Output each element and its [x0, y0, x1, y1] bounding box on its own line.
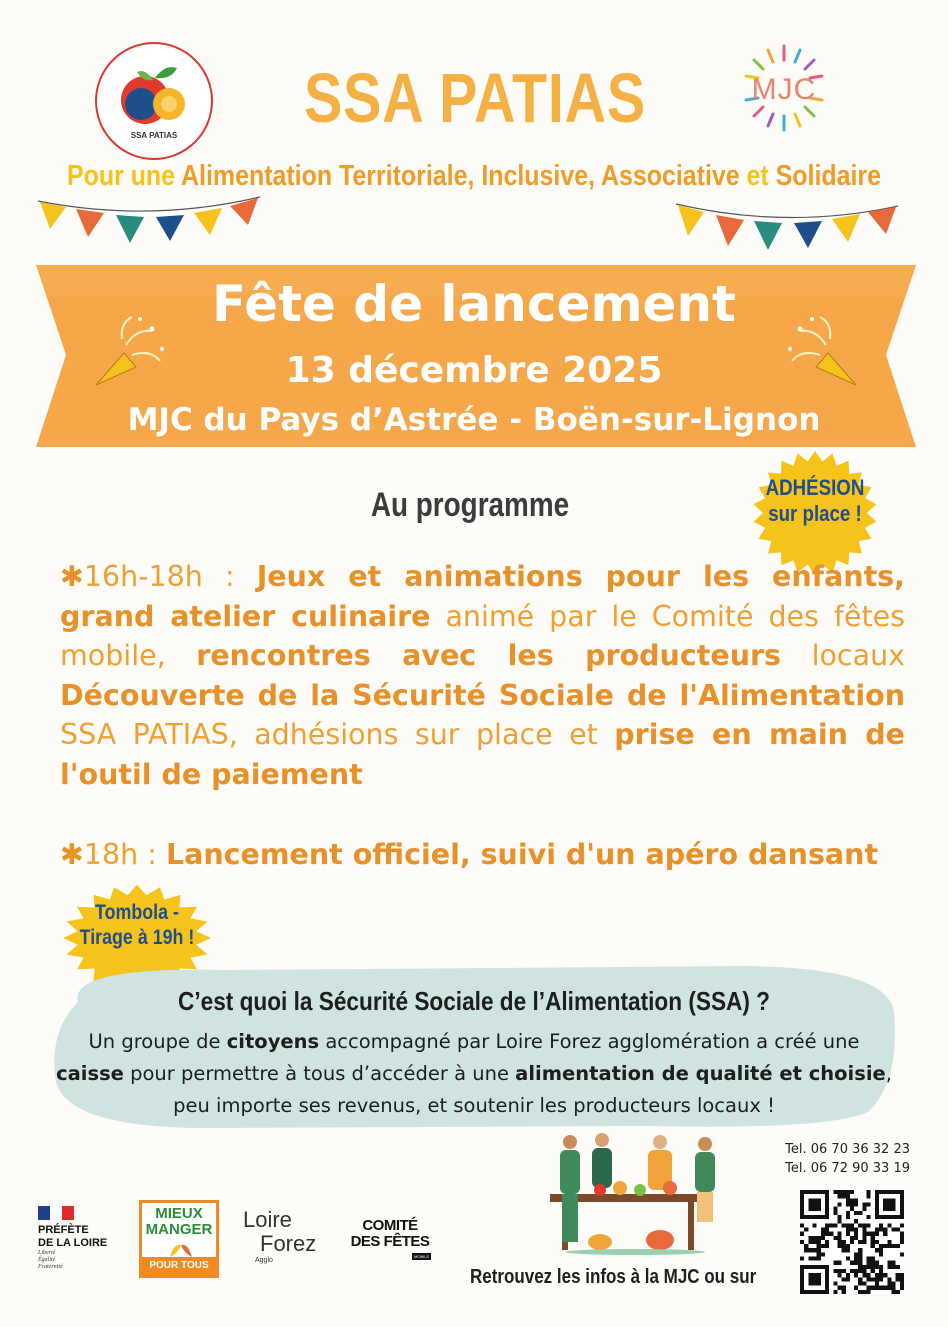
ssa-text: accompagné par Loire Forez agglomération a créé une [319, 1030, 860, 1053]
badge-line: ADHÉSION [765, 475, 865, 500]
mjc-logo [738, 40, 830, 136]
phone-number-2: Tel. 06 72 90 33 19 [785, 1161, 910, 1176]
mmpt-line: POUR TOUS [142, 1257, 216, 1275]
comite-des-fetes-logo [342, 1215, 438, 1265]
event-date: 13 décembre 2025 [285, 350, 663, 391]
program-text-bold: Lancement officiel, suivi d'un apéro dansant [165, 838, 879, 871]
loire-text: Loire [243, 1207, 292, 1232]
market-illustration-icon [540, 1132, 740, 1257]
program-text-bold: prise en main de l'outil de paiement [60, 718, 905, 791]
program-time: 18h : [83, 838, 166, 871]
mieux-manger-pour-tous-logo [139, 1200, 219, 1278]
qr-code-icon[interactable] [800, 1190, 904, 1294]
bunting-left-icon [38, 195, 263, 255]
ssa-text: pour permettre à tous d’accéder à une [123, 1062, 516, 1085]
program-text: animé par le Comité des fêtes mobile, [60, 599, 905, 672]
mmpt-line: MANGER [145, 1221, 213, 1238]
asterisk-icon: ✱ [60, 560, 84, 593]
loire-forez-logo [238, 1205, 333, 1270]
mmpt-line: MIEUX [155, 1205, 203, 1222]
prefete-line: DE LA LOIRE [38, 1237, 108, 1249]
event-location: MJC du Pays d’Astrée - Boën-sur-Lignon [127, 402, 821, 438]
comite-line: COMITÉ [362, 1217, 418, 1234]
comite-line: DES FÊTES [350, 1233, 430, 1250]
program-time: 16h-18h : [83, 560, 257, 593]
ssa-heading: C’est quoi la Sécurité Sociale de l’Alimentation (SSA) ? [177, 986, 771, 1016]
comite-line: MOBILE [414, 1254, 430, 1259]
subtitle-part [332, 160, 339, 192]
program-text: SSA PATIAS, adhésions sur place et [60, 718, 615, 751]
asterisk-icon: ✱ [60, 838, 84, 871]
forez-text: Forez [260, 1231, 317, 1256]
program-text: locaux [781, 639, 905, 672]
prefete-line: PRÉFÈTE [38, 1224, 89, 1236]
motto-line: Fraternité [38, 1264, 63, 1270]
program-heading: Au programme [370, 486, 570, 524]
subtitle-word: Alimentation [181, 160, 333, 192]
subtitle-word: Inclusive, [481, 160, 595, 192]
tombola-badge [73, 900, 201, 950]
info-footer-text: Retrouvez les infos à la MJC ou sur [470, 1266, 757, 1288]
agglo-text: Agglo [255, 1257, 273, 1264]
program-text-bold: Découverte de la Sécurité Sociale de l'Alimentation [60, 678, 905, 712]
ssa-text-bold: alimentation de qualité et choisie [515, 1062, 886, 1085]
prefete-logo [38, 1205, 133, 1271]
subtitle-part [474, 160, 481, 192]
subtitle [66, 160, 881, 193]
subtitle-word: Associative [600, 160, 740, 192]
badge-line: Tombola - [95, 901, 179, 924]
program-item-2 [60, 835, 905, 875]
food-logo-icon [97, 44, 215, 162]
ssa-text: , peu importe ses revenus, et soutenir les producteurs locaux ! [173, 1062, 892, 1117]
program-item-1 [60, 557, 905, 794]
bunting-right-icon [676, 200, 901, 260]
mjc-logo-text: MJC [751, 73, 817, 106]
ssa-text: Un groupe de [88, 1030, 227, 1053]
subtitle-part: Pour une [66, 160, 182, 192]
ssa-patias-logo [95, 42, 213, 160]
badge-line: sur place ! [768, 501, 862, 527]
program-text-bold: Jeux et animations pour les enfants, grand atelier culinaire [60, 560, 905, 633]
badge-line: Tirage à 19h ! [79, 926, 195, 950]
motto-line: Égalité [38, 1257, 56, 1263]
ssa-description [52, 1026, 896, 1122]
logo-caption: SSA PATIAS [130, 131, 178, 140]
phone-number-1: Tel. 06 70 36 32 23 [785, 1142, 910, 1157]
subtitle-part: et [739, 160, 776, 192]
comite-text [342, 1218, 438, 1250]
subtitle-word: Solidaire [775, 160, 882, 192]
program-text-bold: rencontres avec les producteurs [196, 639, 781, 672]
mmpt-text [142, 1206, 216, 1238]
motto-line: Liberté [38, 1250, 56, 1256]
event-title: Fête de lancement [212, 275, 736, 333]
subtitle-word: Territoriale, [339, 160, 475, 192]
ssa-text-bold: citoyens [226, 1030, 320, 1053]
french-flag-icon [38, 1206, 74, 1220]
page-title: SSA PATIAS [303, 59, 647, 137]
ssa-text-bold: caisse [56, 1062, 124, 1085]
adhesion-badge [761, 475, 868, 528]
